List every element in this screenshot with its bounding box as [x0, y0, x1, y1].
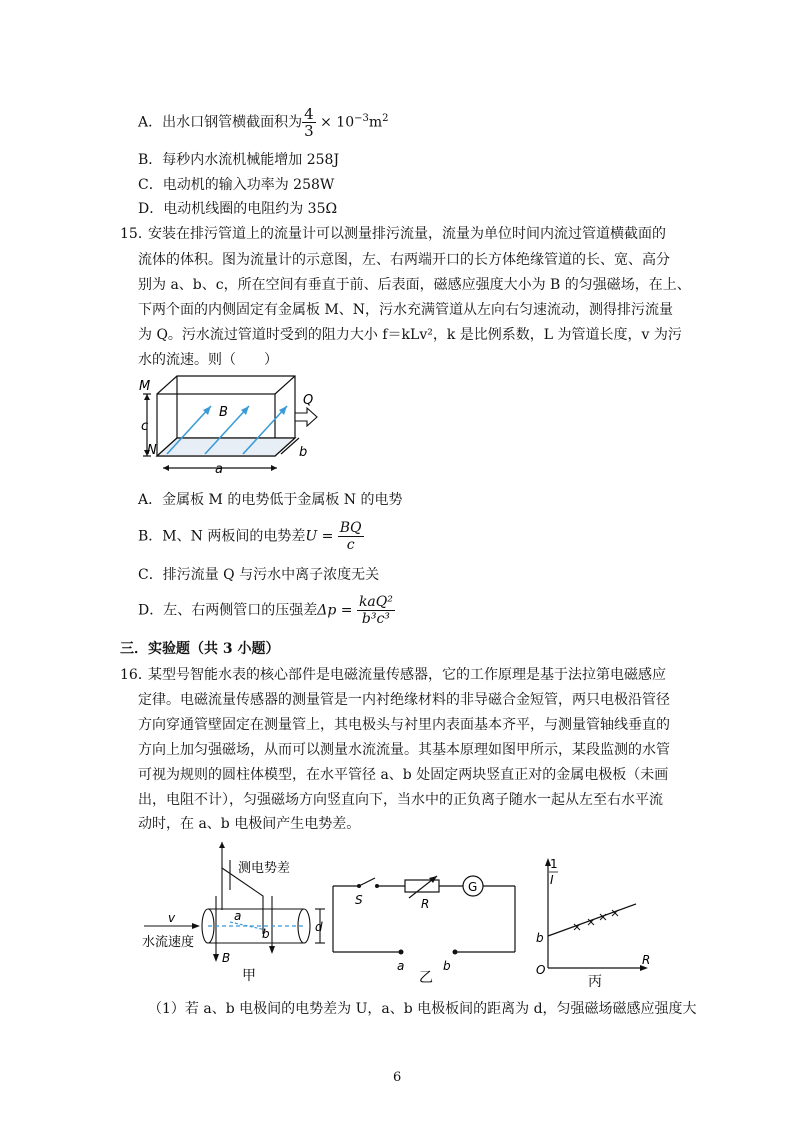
q15-line-3: 别为 a、b、c，所在空间有垂直于前、后表面，磁感应强度大小为 B 的匀强磁场，在上、 [138, 277, 691, 293]
figure-title: 乙 [419, 970, 433, 986]
q16-number: 16． [120, 667, 152, 683]
page-number: 6 [393, 1070, 402, 1085]
figure-title: 丙 [588, 974, 602, 988]
y-axis-num: 1 [550, 857, 558, 871]
q14-option-b: B．每秒内水流机械能增加 258J [138, 152, 340, 168]
label-v: v [168, 911, 176, 925]
label-n: N [147, 443, 157, 458]
label-b: b [299, 445, 308, 460]
flow-q-arrow [295, 408, 317, 426]
label-galvanometer: G [468, 880, 478, 894]
q15-line-1: 安装在排污管道上的流量计可以测量排污流量，流量为单位时间内流过管道横截面的 [148, 226, 666, 242]
q16-line-7: 动时，在 a、b 电极间产生电势差。 [138, 816, 361, 832]
q15-number: 15． [120, 226, 152, 242]
q16-line-4: 方向上加匀强磁场，从而可以测量水流流量。其基本原理如图甲所示，某段监测的水管 [138, 742, 670, 758]
section-heading: 三．实验题（共 3 小题） [120, 641, 280, 657]
q15-option-b: B．M、N 两板间的电势差U = $\frac{BQ}{c}$ [138, 520, 362, 553]
q15-line-6: 水的流速。则（ ） [138, 352, 278, 368]
q15-option-a: A．金属板 M 的电势低于金属板 N 的电势 [138, 492, 403, 508]
label-switch: S [355, 893, 363, 907]
fraction: $\frac{BQ}{c}$ [339, 520, 362, 553]
figure-title: 甲 [242, 968, 256, 984]
q14-option-c: C．电动机的输入功率为 258W [138, 177, 335, 193]
x-axis-label: R [642, 953, 651, 967]
q14-option-d: D．电动机线圈的电阻约为 35Ω [138, 201, 338, 217]
figure-jia [138, 838, 338, 988]
label-intercept: b [536, 931, 544, 945]
label-b: b [443, 959, 451, 973]
figure-bing [528, 852, 668, 988]
q15-line-5: 为 Q。污水流过管道时受到的阻力大小 f＝kLv²，k 是比例系数，L 为管道长度，v 为污 [138, 327, 682, 343]
label-b: b [262, 927, 270, 941]
label-q: Q [303, 393, 314, 408]
q16-line-3: 方向穿通管壁固定在测量管上，其电极头与衬里内表面基本齐平，与测量管轴线垂直的 [138, 717, 670, 733]
q14-option-a: A．出水口钢管横截面积为 $\frac{4}{3}$ × $10^{-3}m^2$ [138, 105, 389, 140]
label-flow: 水流速度 [142, 935, 195, 950]
q15-line-4: 下两个面的内侧固定有金属板 M、N，污水充满管道从左向右匀速流动，测得排污流量 [138, 302, 674, 318]
q15-option-c: C．排污流量 Q 与污水中离子浓度无关 [138, 567, 380, 583]
label-m: M [139, 379, 151, 394]
label-measure: 测电势差 [238, 861, 291, 876]
label-origin: O [536, 963, 546, 977]
flowmeter-figure [135, 368, 335, 480]
label-a: a [234, 909, 242, 923]
fraction: $\frac{4}{3}$ [304, 105, 314, 140]
y-axis-den: I [550, 873, 554, 887]
label-c: c [141, 419, 149, 434]
label-a: a [215, 462, 223, 477]
fraction: $\frac{\text{kaQ²}}{\text{b³c³}}$ [358, 594, 393, 627]
q16-sub1: （1）若 a、b 电极间的电势差为 U，a、b 电极板间的距离为 d，匀强磁场磁感应强度大 [148, 1001, 697, 1017]
q16-line-5: 可视为规则的圆柱体模型，在水平管径 a、b 处固定两块竖直正对的金属电极板（未画 [138, 767, 669, 783]
q15-line-2: 流体的体积。图为流量计的示意图，左、右两端开口的长方体绝缘管道的长、宽、高分 [138, 252, 670, 268]
q16-line-2: 定律。电磁流量传感器的测量管是一内衬绝缘材料的非导磁合金短管，两只电极沿管径 [138, 692, 670, 708]
figure-yi [325, 866, 525, 986]
label-a: a [397, 959, 405, 973]
label-b-field: B [219, 405, 228, 420]
q16-line-1: 某型号智能水表的核心部件是电磁流量传感器，它的工作原理是基于法拉第电磁感应 [148, 667, 666, 683]
label-b-field: B [222, 951, 231, 965]
q15-option-d: D．左、右两侧管口的压强差Δp = $\frac{\text{kaQ²}}{\text{b³c³}}$ [138, 594, 393, 627]
label-resistor: R [421, 897, 430, 911]
q16-line-6: 出，电阻不计），匀强磁场方向竖直向下，当水中的正负离子随水一起从左至右水平流 [138, 792, 663, 808]
label-d: d [315, 920, 323, 934]
